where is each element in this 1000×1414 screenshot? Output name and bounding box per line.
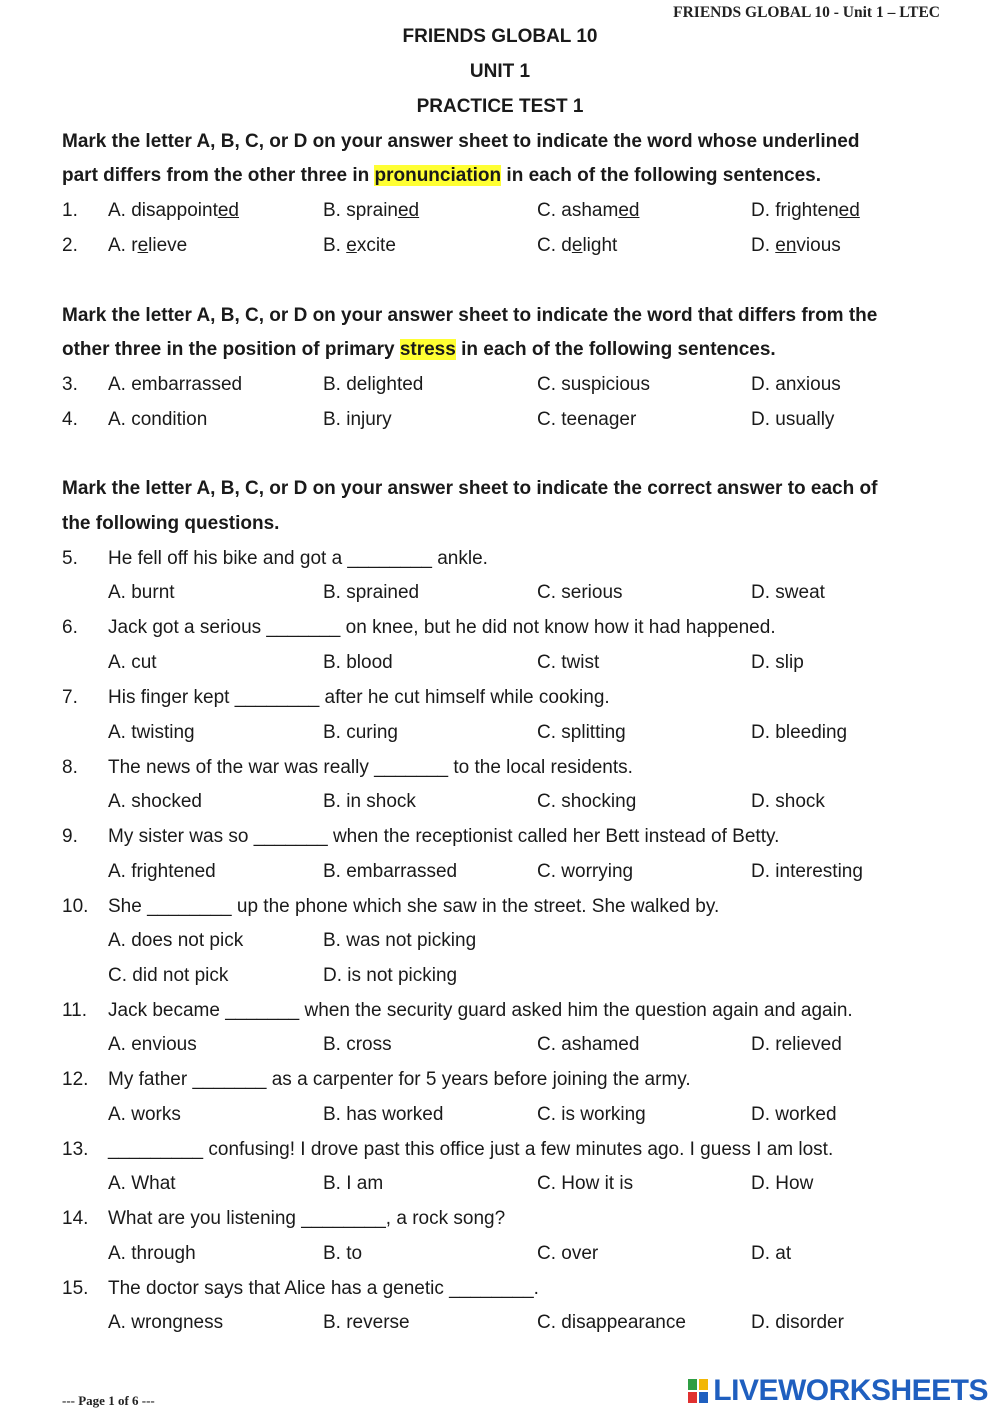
q2-number: 2. bbox=[62, 235, 78, 256]
q6-option-b[interactable]: B. blood bbox=[323, 652, 393, 673]
q11-question: Jack became _______ when the security guard asked him the question again and again. bbox=[108, 1000, 853, 1021]
q15-question: The doctor says that Alice has a genetic ________. bbox=[108, 1278, 539, 1299]
q12-question: My father _______ as a carpenter for 5 years before joining the army. bbox=[108, 1069, 691, 1090]
liveworksheets-logo-icon bbox=[687, 1378, 709, 1404]
q13-number: 13. bbox=[62, 1139, 89, 1160]
q4-option-d[interactable]: D. usually bbox=[751, 409, 835, 430]
q10-option-a[interactable]: A. does not pick bbox=[108, 930, 244, 951]
logo-wordmark: LIVEWORKSHEETS bbox=[713, 1374, 988, 1407]
q3-option-c[interactable]: C. suspicious bbox=[537, 374, 650, 395]
q4-number: 4. bbox=[62, 409, 78, 430]
q9-option-d[interactable]: D. interesting bbox=[751, 861, 863, 882]
q10-option-b[interactable]: B. was not picking bbox=[323, 930, 477, 951]
q6-question: Jack got a serious _______ on knee, but he did not know how it had happened. bbox=[108, 617, 776, 638]
q13-option-a[interactable]: A. What bbox=[108, 1173, 176, 1194]
section3-instruction-line1: Mark the letter A, B, C, or D on your answer sheet to indicate the correct answer to each of bbox=[62, 478, 878, 499]
q12-option-b[interactable]: B. has worked bbox=[323, 1104, 444, 1125]
q1-option-c[interactable]: C. ashamed bbox=[537, 200, 640, 221]
q9-option-c[interactable]: C. worrying bbox=[537, 861, 634, 882]
q1-option-d[interactable]: D. frightened bbox=[751, 200, 860, 221]
q12-number: 12. bbox=[62, 1069, 89, 1090]
q1-number: 1. bbox=[62, 200, 78, 221]
q5-option-b[interactable]: B. sprained bbox=[323, 582, 420, 603]
q8-question: The news of the war was really _______ to the local residents. bbox=[108, 757, 633, 778]
q12-option-d[interactable]: D. worked bbox=[751, 1104, 837, 1125]
q9-option-b[interactable]: B. embarrassed bbox=[323, 861, 458, 882]
q14-question: What are you listening ________, a rock song? bbox=[108, 1208, 506, 1229]
q6-option-d[interactable]: D. slip bbox=[751, 652, 804, 673]
q8-option-d[interactable]: D. shock bbox=[751, 791, 825, 812]
q8-option-a[interactable]: A. shocked bbox=[108, 791, 202, 812]
q15-option-c[interactable]: C. disappearance bbox=[537, 1312, 686, 1333]
q8-option-c[interactable]: C. shocking bbox=[537, 791, 637, 812]
q11-option-d[interactable]: D. relieved bbox=[751, 1034, 842, 1055]
test-title: PRACTICE TEST 1 bbox=[416, 96, 584, 117]
q7-option-b[interactable]: B. curing bbox=[323, 722, 398, 743]
q12-option-c[interactable]: C. is working bbox=[537, 1104, 646, 1125]
q5-question: He fell off his bike and got a ________ ankle. bbox=[108, 548, 488, 569]
highlight-pronunciation: pronunciation bbox=[374, 165, 502, 186]
q6-option-a[interactable]: A. cut bbox=[108, 652, 157, 673]
q15-number: 15. bbox=[62, 1278, 89, 1299]
q11-option-a[interactable]: A. envious bbox=[108, 1034, 197, 1055]
q4-option-b[interactable]: B. injury bbox=[323, 409, 392, 430]
q10-number: 10. bbox=[62, 896, 89, 917]
q2-option-d[interactable]: D. envious bbox=[751, 235, 841, 256]
section2-instruction-line2: other three in the position of primary stress in each of the following sentences. bbox=[62, 339, 776, 360]
q5-number: 5. bbox=[62, 548, 78, 569]
q15-option-d[interactable]: D. disorder bbox=[751, 1312, 844, 1333]
q6-number: 6. bbox=[62, 617, 78, 638]
q5-option-c[interactable]: C. serious bbox=[537, 582, 623, 603]
q5-option-a[interactable]: A. burnt bbox=[108, 582, 175, 603]
q15-option-b[interactable]: B. reverse bbox=[323, 1312, 410, 1333]
q14-option-c[interactable]: C. over bbox=[537, 1243, 599, 1264]
q11-option-b[interactable]: B. cross bbox=[323, 1034, 392, 1055]
q7-question: His finger kept ________ after he cut himself while cooking. bbox=[108, 687, 610, 708]
q4-option-c[interactable]: C. teenager bbox=[537, 409, 637, 430]
q3-option-d[interactable]: D. anxious bbox=[751, 374, 841, 395]
q12-option-a[interactable]: A. works bbox=[108, 1104, 181, 1125]
q2-option-b[interactable]: B. excite bbox=[323, 235, 396, 256]
q14-option-d[interactable]: D. at bbox=[751, 1243, 792, 1264]
q3-option-b[interactable]: B. delighted bbox=[323, 374, 424, 395]
q1-option-b[interactable]: B. sprained bbox=[323, 200, 420, 221]
liveworksheets-logo[interactable] bbox=[687, 1374, 988, 1408]
q9-question: My sister was so _______ when the receptionist called her Bett instead of Betty. bbox=[108, 826, 780, 847]
q3-option-a[interactable]: A. embarrassed bbox=[108, 374, 243, 395]
section1-instruction-line1: Mark the letter A, B, C, or D on your answer sheet to indicate the word whose underlined bbox=[62, 131, 860, 152]
q10-question: She ________ up the phone which she saw in the street. She walked by. bbox=[108, 896, 720, 917]
q2-option-a[interactable]: A. relieve bbox=[108, 235, 188, 256]
q7-option-d[interactable]: D. bleeding bbox=[751, 722, 848, 743]
page-number: --- Page 1 of 6 --- bbox=[62, 1393, 155, 1408]
section3-instruction-line2: the following questions. bbox=[62, 513, 280, 534]
q15-option-a[interactable]: A. wrongness bbox=[108, 1312, 224, 1333]
q5-option-d[interactable]: D. sweat bbox=[751, 582, 825, 603]
q9-option-a[interactable]: A. frightened bbox=[108, 861, 216, 882]
section2-instruction-line1: Mark the letter A, B, C, or D on your answer sheet to indicate the word that differs from the bbox=[62, 305, 878, 326]
unit-title: UNIT 1 bbox=[469, 61, 531, 82]
q14-option-a[interactable]: A. through bbox=[108, 1243, 196, 1264]
q7-option-a[interactable]: A. twisting bbox=[108, 722, 195, 743]
q3-number: 3. bbox=[62, 374, 78, 395]
q6-option-c[interactable]: C. twist bbox=[537, 652, 600, 673]
q11-option-c[interactable]: C. ashamed bbox=[537, 1034, 640, 1055]
q9-number: 9. bbox=[62, 826, 78, 847]
q11-number: 11. bbox=[62, 1000, 88, 1021]
q10-option-c[interactable]: C. did not pick bbox=[108, 965, 229, 986]
section1-instruction-line2: part differs from the other three in pronunciation in each of the following sentences. bbox=[62, 165, 822, 186]
q8-option-b[interactable]: B. in shock bbox=[323, 791, 416, 812]
q14-number: 14. bbox=[62, 1208, 89, 1229]
q13-option-b[interactable]: B. I am bbox=[323, 1173, 384, 1194]
q1-option-a[interactable]: A. disappointed bbox=[108, 200, 239, 221]
q8-number: 8. bbox=[62, 757, 78, 778]
q13-option-d[interactable]: D. How bbox=[751, 1173, 814, 1194]
q7-number: 7. bbox=[62, 687, 78, 708]
highlight-stress: stress bbox=[399, 339, 456, 360]
q4-option-a[interactable]: A. condition bbox=[108, 409, 208, 430]
running-header: FRIENDS GLOBAL 10 - Unit 1 – LTEC bbox=[673, 4, 940, 21]
q7-option-c[interactable]: C. splitting bbox=[537, 722, 626, 743]
book-title: FRIENDS GLOBAL 10 bbox=[402, 26, 598, 47]
q2-option-c[interactable]: C. delight bbox=[537, 235, 618, 256]
q10-option-d[interactable]: D. is not picking bbox=[323, 965, 458, 986]
q13-question: _________ confusing! I drove past this office just a few minutes ago. I guess I am lost. bbox=[108, 1139, 834, 1160]
q13-option-c[interactable]: C. How it is bbox=[537, 1173, 634, 1194]
q14-option-b[interactable]: B. to bbox=[323, 1243, 363, 1264]
